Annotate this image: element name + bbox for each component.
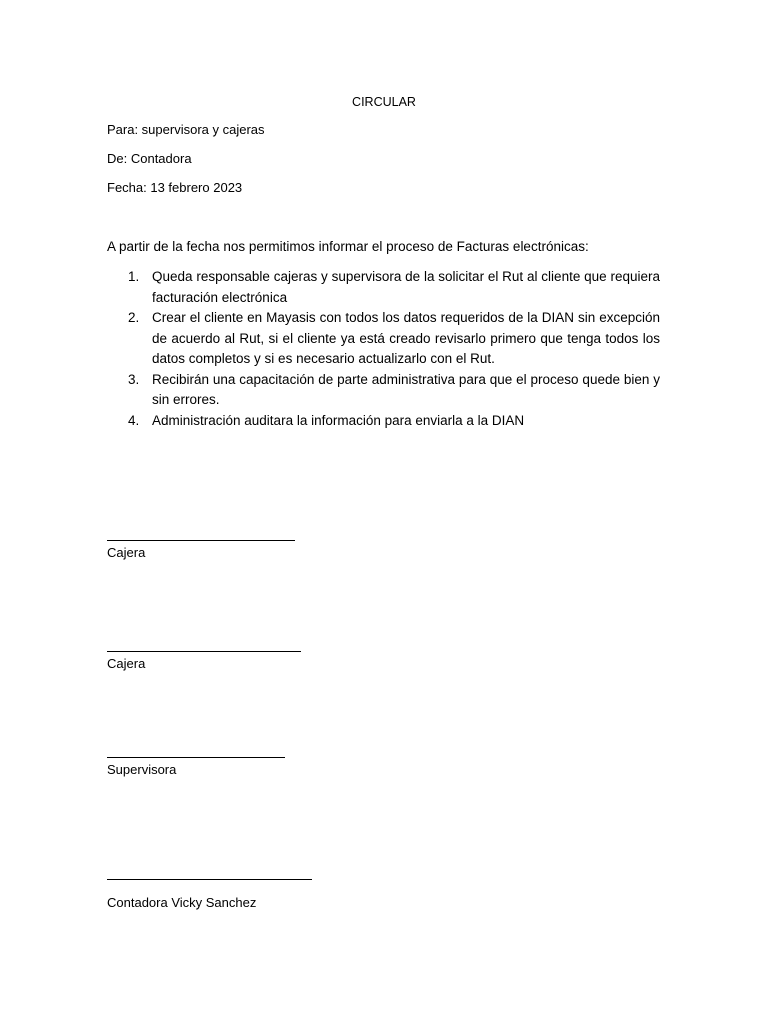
list-item bbox=[107, 308, 660, 370]
document-title: CIRCULAR bbox=[352, 95, 416, 109]
signature-line bbox=[107, 757, 285, 758]
date-line: Fecha: 13 febrero 2023 bbox=[107, 180, 243, 195]
signature-label: Cajera bbox=[107, 545, 146, 560]
list-item-text: Recibirán una capacitación de parte administrativa para que el proceso quede bien y sin errores. bbox=[152, 371, 660, 407]
signature-line bbox=[107, 540, 295, 541]
list-item-number: 1. bbox=[128, 269, 140, 284]
list-item-number: 3. bbox=[128, 371, 140, 387]
signature-label: Cajera bbox=[107, 656, 146, 671]
list-item bbox=[107, 411, 660, 432]
list-item-text: Queda responsable cajeras y supervisora de la solicitar el Rut al cliente que requiera facturación electrónica bbox=[152, 269, 660, 305]
signature-label: Supervisora bbox=[107, 762, 177, 777]
list-item-text: Crear el cliente en Mayasis con todos los datos requeridos de la DIAN sin excepción de acuerdo al Rut, si el cliente ya está creado revisarlo primero que tenga todos los datos completos y si es necesario actualizarlo con el Rut. bbox=[152, 310, 660, 366]
list-item bbox=[107, 267, 660, 308]
list-item bbox=[107, 370, 660, 411]
sender-line: De: Contadora bbox=[107, 151, 192, 166]
signature-line bbox=[107, 879, 312, 880]
signature-line bbox=[107, 651, 301, 652]
list-item-number: 4. bbox=[128, 412, 140, 428]
intro-paragraph: A partir de la fecha nos permitimos informar el proceso de Facturas electrónicas: bbox=[107, 239, 589, 254]
signature-label: Contadora Vicky Sanchez bbox=[107, 895, 257, 910]
process-list bbox=[107, 267, 660, 431]
recipient-line: Para: supervisora y cajeras bbox=[107, 122, 265, 137]
list-item-number: 2. bbox=[128, 310, 140, 325]
list-item-text: Administración auditara la información para enviarla a la DIAN bbox=[152, 412, 525, 428]
